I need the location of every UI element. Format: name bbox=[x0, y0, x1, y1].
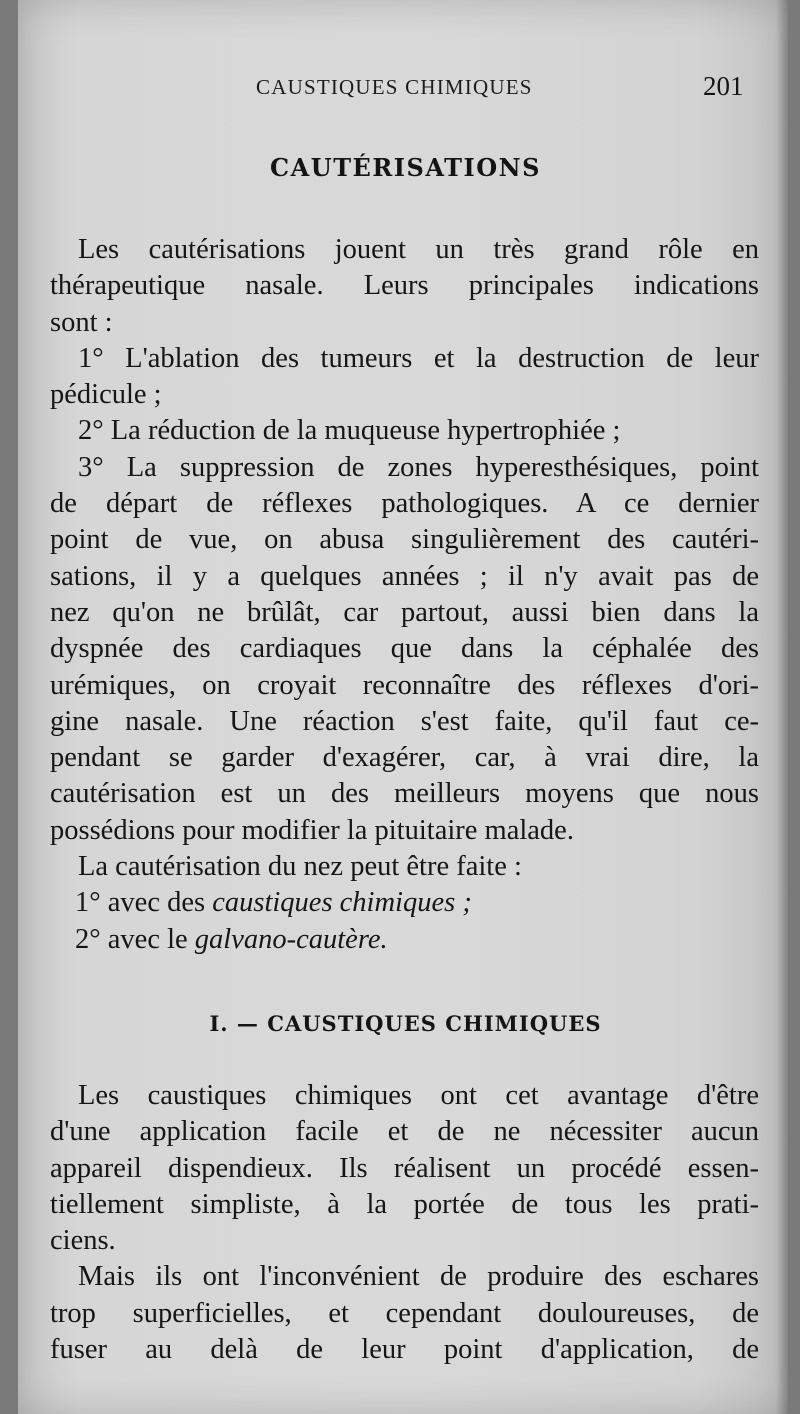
text-line: urémiques, on croyait reconnaître des réflexes d'ori- bbox=[50, 669, 759, 701]
page-number: 201 bbox=[703, 71, 744, 101]
text-line: pédicule ; bbox=[50, 379, 162, 411]
text-line: sont : bbox=[50, 306, 113, 338]
text-line: fuser au delà de leur point d'application, de bbox=[50, 1334, 759, 1366]
text-line: pendant se garder d'exagérer, car, à vrai dire, la bbox=[50, 742, 759, 774]
text-line: La cautérisation du nez peut être faite : bbox=[78, 851, 522, 883]
book-page bbox=[18, 0, 788, 1414]
text-line: point de vue, on abusa singulièrement des cautéri- bbox=[50, 524, 759, 556]
text-line: tiellement simpliste, à la portée de tous les prati- bbox=[50, 1188, 759, 1220]
text-line: 3° La suppression de zones hyperesthésiques, point bbox=[78, 451, 759, 483]
text-line: ciens. bbox=[50, 1225, 116, 1257]
text-line: thérapeutique nasale. Leurs principales indications bbox=[50, 270, 759, 302]
paragraph-block-cauterisations bbox=[50, 232, 759, 958]
text-line: 2° La réduction de la muqueuse hypertrophiée ; bbox=[78, 415, 621, 447]
text-line: nez qu'on ne brûlât, car partout, aussi bien dans la bbox=[50, 596, 759, 628]
text-line: Les cautérisations jouent un très grand rôle en bbox=[78, 234, 759, 265]
list-item-galvano bbox=[50, 922, 759, 958]
text-line: appareil dispendieux. Ils réalisent un procédé essen- bbox=[50, 1152, 759, 1184]
text-line: de départ de réflexes pathologiques. A ce dernier bbox=[50, 488, 759, 520]
text-line: possédions pour modifier la pituitaire malade. bbox=[50, 814, 574, 846]
text-line: 1° L'ablation des tumeurs et la destruction de leur bbox=[78, 342, 759, 374]
text-line: gine nasale. Une réaction s'est faite, qu'il faut ce- bbox=[50, 705, 759, 737]
text-line: dyspnée des cardiaques que dans la céphalée des bbox=[50, 633, 759, 665]
running-head: CAUSTIQUES CHIMIQUES bbox=[256, 75, 533, 99]
text-line: cautérisation est un des meilleurs moyens que nous bbox=[50, 778, 759, 810]
list-item-emphasis: caustiques chimiques ; bbox=[212, 887, 472, 919]
list-item-prefix: 2° avec le bbox=[75, 923, 195, 955]
subsection-title: I. — CAUSTIQUES CHIMIQUES bbox=[209, 1011, 602, 1036]
text-line: d'une application facile et de ne nécessiter aucun bbox=[50, 1116, 759, 1148]
text-line: Les caustiques chimiques ont cet avantage d'être bbox=[78, 1080, 759, 1111]
list-item-prefix: 1° avec des bbox=[75, 887, 213, 919]
paragraph-block-caustiques bbox=[50, 1078, 759, 1368]
page-edge-shadow bbox=[776, 0, 788, 1414]
list-item-caustics bbox=[50, 885, 759, 921]
list-item-emphasis: galvano-cautère. bbox=[194, 923, 388, 955]
section-title: CAUTÉRISATIONS bbox=[270, 153, 541, 182]
text-line: Mais ils ont l'inconvénient de produire des eschares bbox=[78, 1261, 759, 1293]
text-line: sations, il y a quelques années ; il n'y avait pas de bbox=[50, 560, 759, 592]
text-line: trop superficielles, et cependant douloureuses, de bbox=[50, 1297, 759, 1329]
